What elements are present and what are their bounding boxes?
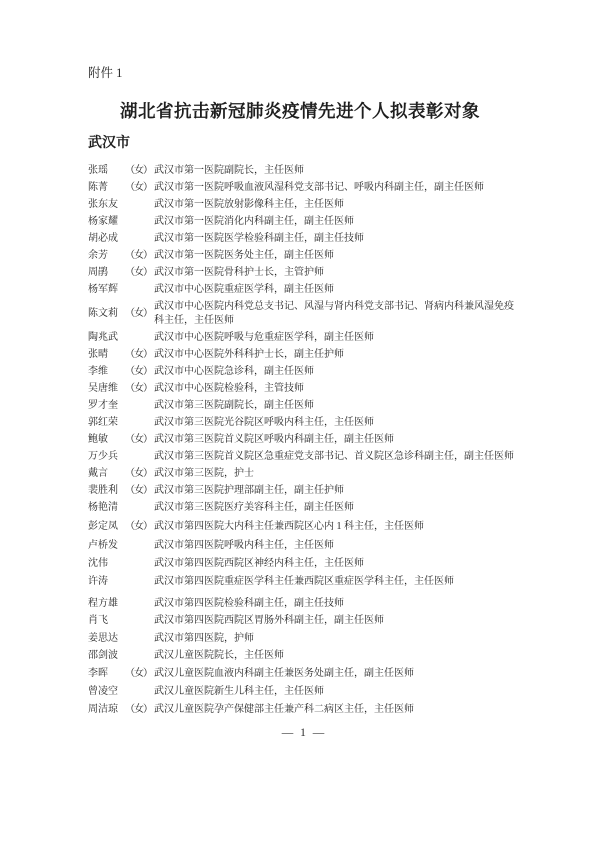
list-item	[88, 450, 520, 464]
gender-marker: （女）	[125, 349, 152, 360]
person-name: 曾凌空	[88, 686, 118, 697]
person-description: 武汉市第三医院首义院区急重症党支部书记、首义院区急诊科副主任，副主任医师	[154, 451, 514, 462]
person-name: 鲍敏	[88, 434, 108, 445]
list-item	[88, 484, 520, 498]
person-name: 戴言	[88, 468, 108, 479]
person-name: 陈文莉	[88, 308, 118, 319]
person-name: 罗才奎	[88, 400, 118, 411]
list-item	[88, 365, 520, 379]
list-item	[88, 575, 520, 589]
list-item	[88, 215, 520, 229]
person-description: 武汉市第四医院重症医学科主任兼西院区重症医学科主任，主任医师	[154, 576, 454, 587]
person-description: 武汉市第四医院西院区神经内科主任，主任医师	[154, 558, 364, 569]
list-item	[88, 198, 520, 212]
page-number: — 1 —	[281, 727, 327, 739]
person-description: 武汉儿童医院院长，主任医师	[154, 650, 284, 661]
person-name: 许涛	[88, 576, 108, 587]
person-name: 余芳	[88, 250, 108, 261]
person-name: 程方雄	[88, 598, 118, 609]
list-item	[88, 331, 520, 345]
person-name: 姜思达	[88, 633, 118, 644]
list-item	[88, 703, 520, 717]
person-name: 周洁琼	[88, 704, 118, 715]
gender-marker: （女）	[125, 250, 152, 261]
gender-marker: （女）	[125, 485, 152, 496]
person-name: 张东友	[88, 199, 118, 210]
list-item	[88, 667, 520, 681]
person-description: 武汉市中心医院急诊科，副主任医师	[154, 366, 314, 377]
gender-marker: （女）	[125, 267, 152, 278]
person-description: 武汉市第四医院检验科副主任，副主任技师	[154, 598, 344, 609]
person-description: 武汉市第三医院，护士	[154, 468, 254, 479]
person-description: 武汉市第四医院大内科主任兼西院区心内 1 科主任，主任医师	[154, 521, 424, 532]
list-item	[88, 433, 520, 447]
list-item	[88, 539, 520, 553]
person-description: 武汉市第三医院光谷院区呼吸内科主任，主任医师	[154, 417, 374, 428]
person-description: 武汉市中心医院重症医学科，副主任医师	[154, 284, 334, 295]
person-name: 胡必成	[88, 233, 118, 244]
person-name: 陈菁	[88, 182, 108, 193]
list-item	[88, 520, 520, 534]
gender-marker: （女）	[125, 434, 152, 445]
list-item	[88, 632, 520, 646]
person-description: 武汉市第一医院副院长，主任医师	[154, 165, 304, 176]
person-name: 杨军辉	[88, 284, 118, 295]
person-name: 周鹃	[88, 267, 108, 278]
person-name: 李维	[88, 366, 108, 377]
list-item	[88, 597, 520, 611]
person-name: 肖飞	[88, 615, 108, 626]
person-name: 张瑶	[88, 165, 108, 176]
person-name: 李晖	[88, 668, 108, 679]
person-description: 武汉市第一医院骨科护士长，主管护师	[154, 267, 324, 278]
person-description: 武汉市中心医院外科科护士长，副主任护师	[154, 349, 344, 360]
person-description: 武汉市第三医院首义院区呼吸内科副主任，副主任医师	[154, 434, 394, 445]
list-item	[88, 249, 520, 263]
gender-marker: （女）	[125, 704, 152, 715]
gender-marker: （女）	[125, 182, 152, 193]
person-description: 武汉市第一医院消化内科副主任，副主任医师	[154, 216, 354, 227]
person-description: 武汉市第一医院呼吸血液风湿科党支部书记、呼吸内科副主任，副主任医师	[154, 182, 484, 193]
person-name: 沈伟	[88, 558, 108, 569]
people-list	[88, 164, 520, 717]
person-name: 郭红荣	[88, 417, 118, 428]
person-name: 万少兵	[88, 451, 118, 462]
list-item	[88, 399, 520, 413]
gender-marker: （女）	[125, 468, 152, 479]
person-description: 武汉儿童医院新生儿科主任，主任医师	[154, 686, 324, 697]
person-name: 吴唐维	[88, 383, 118, 394]
list-item	[88, 382, 520, 396]
list-item	[88, 283, 520, 297]
gender-marker: （女）	[125, 668, 152, 679]
person-description: 武汉市中心医院内科党总支书记、风湿与肾内科党支部书记、肾病内科兼风湿免疫科主任，主任医师	[154, 301, 514, 326]
list-item	[88, 232, 520, 246]
attachment-label: 附件 1	[88, 66, 123, 80]
gender-marker: （女）	[125, 366, 152, 377]
list-item	[88, 300, 520, 328]
person-name: 陶兆武	[88, 332, 118, 343]
list-item	[88, 266, 520, 280]
page-title: 湖北省抗击新冠肺炎疫情先进个人拟表彰对象	[120, 101, 480, 121]
person-description: 武汉儿童医院血液内科副主任兼医务处副主任，副主任医师	[154, 668, 414, 679]
person-description: 武汉市第四医院西院区胃肠外科副主任，副主任医师	[154, 615, 384, 626]
person-description: 武汉市第四医院，护师	[154, 633, 254, 644]
person-name: 卢桥发	[88, 540, 118, 551]
list-item	[88, 557, 520, 571]
list-item	[88, 348, 520, 362]
person-name: 彭定凤	[88, 521, 118, 532]
person-description: 武汉市第三医院副院长，副主任医师	[154, 400, 314, 411]
person-description: 武汉市第一医院医学检验科副主任，副主任技师	[154, 233, 364, 244]
person-name: 邵剑波	[88, 650, 118, 661]
gender-marker: （女）	[125, 308, 152, 319]
gender-marker: （女）	[125, 165, 152, 176]
list-item	[88, 164, 520, 178]
person-name: 杨艳清	[88, 502, 118, 513]
list-item	[88, 649, 520, 663]
person-description: 武汉市中心医院检验科，主管技师	[154, 383, 304, 394]
gender-marker: （女）	[125, 383, 152, 394]
gender-marker: （女）	[125, 521, 152, 532]
section-heading-wuhan: 武汉市	[88, 136, 130, 151]
list-item	[88, 467, 520, 481]
list-item	[88, 501, 520, 515]
person-description: 武汉市第一医院医务处主任，副主任医师	[154, 250, 334, 261]
person-description: 武汉儿童医院孕产保健部主任兼产科二病区主任，主任医师	[154, 704, 414, 715]
person-description: 武汉市第三医院护理部副主任，副主任护师	[154, 485, 344, 496]
person-description: 武汉市第三医院医疗美容科主任，副主任医师	[154, 502, 354, 513]
list-item	[88, 181, 520, 195]
list-item	[88, 685, 520, 699]
person-name: 张晴	[88, 349, 108, 360]
list-item	[88, 614, 520, 628]
person-description: 武汉市中心医院呼吸与危重症医学科，副主任医师	[154, 332, 374, 343]
person-description: 武汉市第一医院放射影像科主任，主任医师	[154, 199, 344, 210]
person-name: 杨家耀	[88, 216, 118, 227]
list-item	[88, 416, 520, 430]
person-name: 裴胜利	[88, 485, 118, 496]
person-description: 武汉市第四医院呼吸内科主任，主任医师	[154, 540, 334, 551]
